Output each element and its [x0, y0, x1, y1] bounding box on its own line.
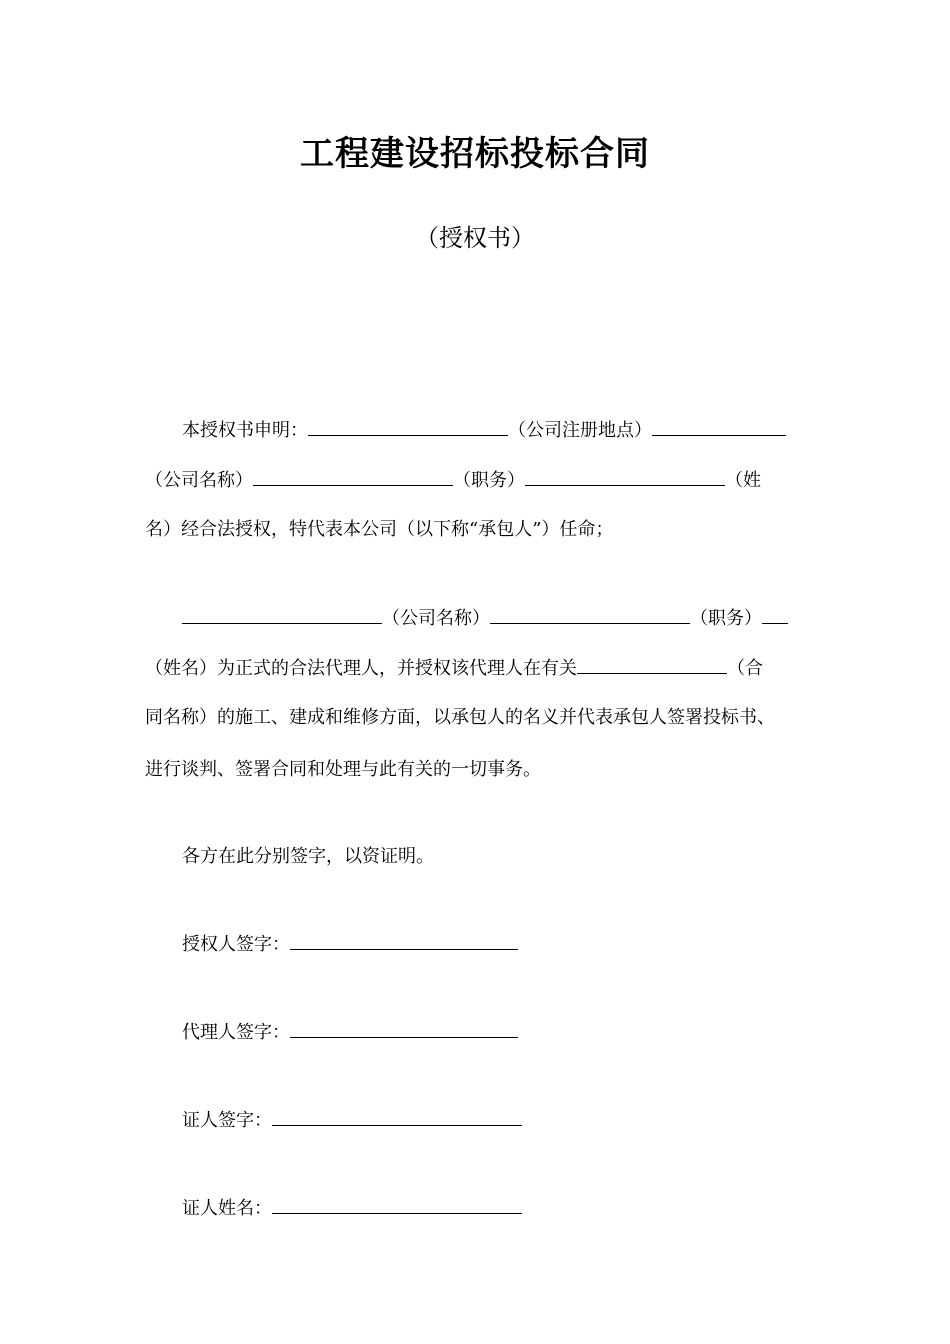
project-name-blank[interactable]: [577, 656, 727, 674]
name-blank[interactable]: [525, 468, 725, 486]
appointment-text: 名）经合法授权，特代表本公司（以下称“承包人”）任命；: [145, 519, 614, 540]
agent-signature-field[interactable]: [290, 1020, 518, 1038]
company-name-blank[interactable]: [652, 418, 786, 436]
agent-company-blank[interactable]: [182, 606, 382, 624]
paragraph2-line1: [182, 606, 788, 631]
witness-signature-field[interactable]: [272, 1108, 522, 1126]
intro-text: 本授权书申明：: [182, 420, 308, 441]
authorizer-signature-row: [182, 932, 518, 957]
paragraph2-line2: [145, 656, 763, 681]
project-name-label-start: （合: [727, 658, 763, 679]
agent-name-text: （姓名）为正式的合法代理人，并授权该代理人在有关: [145, 658, 577, 679]
authorizer-signature-label: 授权人签字：: [182, 934, 290, 955]
position-label: （职务）: [453, 470, 525, 491]
company-name-label: （公司名称）: [145, 470, 253, 491]
paragraph1-line1: [182, 418, 786, 443]
company-location-blank[interactable]: [308, 418, 508, 436]
witness-signature-label: 证人签字：: [182, 1110, 272, 1131]
document-title: 工程建设招标投标合同: [300, 134, 650, 174]
scope-text-end: 进行谈判、签署合同和处理与此有关的一切事务。: [145, 759, 541, 780]
paragraph1-line3: [145, 518, 613, 542]
company-location-label: （公司注册地点）: [508, 420, 652, 441]
document-subtitle: （授权书）: [415, 224, 535, 252]
agent-company-label: （公司名称）: [382, 608, 490, 629]
agent-position-label: （职务）: [690, 608, 762, 629]
agent-name-blank[interactable]: [762, 606, 788, 624]
witness-statement-text: 各方在此分别签字，以资证明。: [182, 846, 434, 867]
witness-signature-row: [182, 1108, 522, 1133]
paragraph1-line2: [145, 468, 761, 493]
witness-name-field[interactable]: [272, 1196, 522, 1214]
witness-name-label: 证人姓名：: [182, 1198, 272, 1219]
authorizer-signature-field[interactable]: [290, 932, 518, 950]
position-blank[interactable]: [253, 468, 453, 486]
witness-statement: [182, 845, 434, 869]
paragraph2-line3: [145, 706, 775, 730]
witness-name-row: [182, 1196, 522, 1221]
agent-position-blank[interactable]: [490, 606, 690, 624]
agent-signature-label: 代理人签字：: [182, 1022, 290, 1043]
name-label-start: （姓: [725, 470, 761, 491]
agent-signature-row: [182, 1020, 518, 1045]
scope-text: 同名称）的施工、建成和维修方面，以承包人的名义并代表承包人签署投标书、: [145, 707, 775, 728]
paragraph2-line4: [145, 758, 541, 782]
